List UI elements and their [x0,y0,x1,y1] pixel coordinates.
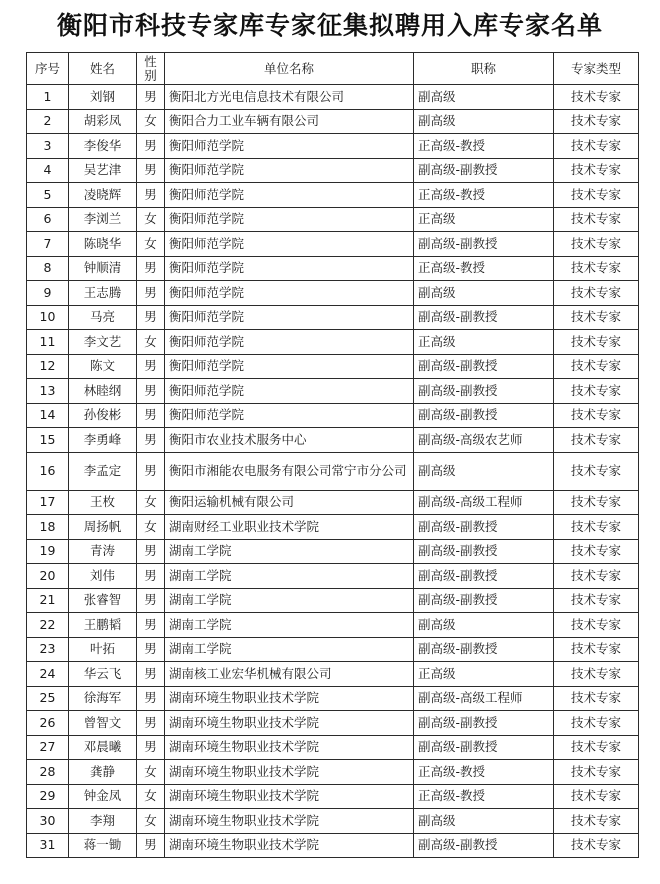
cell-type: 技术专家 [554,809,639,834]
cell-org: 衡阳北方光电信息技术有限公司 [165,85,414,110]
cell-rank: 正高级-教授 [414,760,554,785]
cell-name: 钟金凤 [69,784,137,809]
header-org: 单位名称 [165,53,414,85]
cell-type: 技术专家 [554,686,639,711]
cell-rank: 副高级-副教授 [414,158,554,183]
cell-gender: 女 [137,109,165,134]
cell-index: 12 [27,354,69,379]
cell-type: 技术专家 [554,109,639,134]
cell-name: 林睦纲 [69,379,137,404]
cell-org: 衡阳师范学院 [165,330,414,355]
cell-type: 技术专家 [554,354,639,379]
cell-rank: 副高级 [414,109,554,134]
cell-rank: 正高级-教授 [414,256,554,281]
cell-index: 5 [27,183,69,208]
cell-name: 李翔 [69,809,137,834]
table-row [27,711,639,736]
header-name: 姓名 [69,53,137,85]
cell-type: 技术专家 [554,158,639,183]
cell-rank: 正高级 [414,207,554,232]
cell-name: 龚静 [69,760,137,785]
cell-rank: 副高级-副教授 [414,354,554,379]
cell-org: 湖南环境生物职业技术学院 [165,735,414,760]
table-header-row [27,53,639,85]
cell-index: 30 [27,809,69,834]
cell-index: 31 [27,833,69,858]
cell-type: 技术专家 [554,232,639,257]
cell-index: 17 [27,490,69,515]
cell-name: 蒋一锄 [69,833,137,858]
cell-gender: 女 [137,232,165,257]
cell-index: 16 [27,452,69,490]
cell-rank: 副高级-副教授 [414,735,554,760]
cell-org: 衡阳师范学院 [165,207,414,232]
cell-gender: 男 [137,379,165,404]
cell-gender: 男 [137,85,165,110]
cell-type: 技术专家 [554,711,639,736]
cell-name: 马亮 [69,305,137,330]
cell-gender: 男 [137,735,165,760]
cell-rank: 副高级 [414,452,554,490]
table-row [27,515,639,540]
cell-gender: 男 [137,539,165,564]
table-row [27,330,639,355]
cell-rank: 副高级-副教授 [414,833,554,858]
cell-name: 李俊华 [69,134,137,159]
cell-rank: 副高级-副教授 [414,232,554,257]
cell-index: 13 [27,379,69,404]
cell-rank: 副高级-高级农艺师 [414,428,554,453]
page-title: 衡阳市科技专家库专家征集拟聘用入库专家名单 [56,11,603,40]
cell-index: 7 [27,232,69,257]
table-row [27,158,639,183]
cell-org: 衡阳师范学院 [165,256,414,281]
cell-type: 技术专家 [554,490,639,515]
cell-gender: 男 [137,564,165,589]
table-row [27,613,639,638]
table-row [27,637,639,662]
cell-index: 20 [27,564,69,589]
cell-name: 李勇峰 [69,428,137,453]
cell-index: 22 [27,613,69,638]
cell-rank: 副高级 [414,613,554,638]
cell-rank: 副高级-副教授 [414,711,554,736]
cell-type: 技术专家 [554,403,639,428]
cell-index: 25 [27,686,69,711]
cell-rank: 副高级-副教授 [414,564,554,589]
cell-org: 衡阳师范学院 [165,305,414,330]
cell-type: 技术专家 [554,281,639,306]
cell-rank: 正高级 [414,330,554,355]
cell-type: 技术专家 [554,183,639,208]
cell-gender: 男 [137,354,165,379]
cell-gender: 男 [137,613,165,638]
table-row [27,256,639,281]
cell-org: 湖南工学院 [165,539,414,564]
cell-gender: 女 [137,330,165,355]
cell-name: 张睿智 [69,588,137,613]
cell-type: 技术专家 [554,613,639,638]
cell-name: 华云飞 [69,662,137,687]
cell-name: 叶拓 [69,637,137,662]
cell-type: 技术专家 [554,428,639,453]
cell-org: 衡阳师范学院 [165,403,414,428]
cell-type: 技术专家 [554,662,639,687]
table-row [27,490,639,515]
cell-name: 钟顺清 [69,256,137,281]
cell-index: 6 [27,207,69,232]
cell-name: 王枚 [69,490,137,515]
cell-type: 技术专家 [554,256,639,281]
cell-org: 湖南财经工业职业技术学院 [165,515,414,540]
cell-index: 4 [27,158,69,183]
cell-rank: 副高级-副教授 [414,539,554,564]
table-row [27,403,639,428]
header-index: 序号 [27,53,69,85]
cell-org: 衡阳师范学院 [165,134,414,159]
cell-org: 湖南环境生物职业技术学院 [165,760,414,785]
cell-org: 湖南环境生物职业技术学院 [165,711,414,736]
cell-type: 技术专家 [554,379,639,404]
cell-org: 衡阳市农业技术服务中心 [165,428,414,453]
cell-index: 11 [27,330,69,355]
cell-index: 14 [27,403,69,428]
table-row [27,760,639,785]
cell-name: 凌晓辉 [69,183,137,208]
table-row [27,232,639,257]
cell-rank: 副高级 [414,809,554,834]
cell-index: 29 [27,784,69,809]
table-row [27,784,639,809]
table-row [27,809,639,834]
cell-name: 孙俊彬 [69,403,137,428]
cell-gender: 女 [137,207,165,232]
table-row [27,207,639,232]
cell-gender: 男 [137,452,165,490]
cell-type: 技术专家 [554,515,639,540]
cell-type: 技术专家 [554,564,639,589]
cell-rank: 副高级-副教授 [414,403,554,428]
cell-org: 湖南工学院 [165,588,414,613]
table-row [27,735,639,760]
cell-gender: 男 [137,711,165,736]
cell-type: 技术专家 [554,539,639,564]
cell-rank: 正高级-教授 [414,183,554,208]
cell-org: 衡阳师范学院 [165,281,414,306]
cell-type: 技术专家 [554,637,639,662]
cell-name: 邓晨曦 [69,735,137,760]
table-row [27,379,639,404]
cell-org: 衡阳师范学院 [165,232,414,257]
cell-type: 技术专家 [554,735,639,760]
cell-index: 27 [27,735,69,760]
cell-org: 湖南工学院 [165,564,414,589]
cell-type: 技术专家 [554,452,639,490]
cell-org: 湖南环境生物职业技术学院 [165,784,414,809]
cell-type: 技术专家 [554,760,639,785]
cell-index: 19 [27,539,69,564]
table-row [27,281,639,306]
cell-gender: 男 [137,134,165,159]
cell-name: 徐海军 [69,686,137,711]
cell-index: 1 [27,85,69,110]
cell-type: 技术专家 [554,784,639,809]
cell-name: 胡彩凤 [69,109,137,134]
table-row [27,109,639,134]
cell-gender: 男 [137,158,165,183]
cell-name: 李孟定 [69,452,137,490]
cell-gender: 男 [137,403,165,428]
cell-type: 技术专家 [554,833,639,858]
table-row [27,539,639,564]
cell-index: 10 [27,305,69,330]
header-type: 专家类型 [554,53,639,85]
cell-name: 陈文 [69,354,137,379]
cell-index: 26 [27,711,69,736]
cell-gender: 男 [137,183,165,208]
table-body [27,85,639,858]
table-row [27,305,639,330]
cell-rank: 副高级 [414,85,554,110]
table-row [27,134,639,159]
cell-org: 衡阳师范学院 [165,183,414,208]
table-row [27,662,639,687]
cell-index: 23 [27,637,69,662]
cell-name: 李文艺 [69,330,137,355]
cell-index: 8 [27,256,69,281]
cell-index: 15 [27,428,69,453]
table-row [27,564,639,589]
cell-org: 衡阳师范学院 [165,354,414,379]
cell-org: 衡阳师范学院 [165,158,414,183]
table-row [27,833,639,858]
cell-name: 青涛 [69,539,137,564]
cell-org: 湖南环境生物职业技术学院 [165,833,414,858]
cell-rank: 副高级-高级工程师 [414,490,554,515]
cell-org: 衡阳运输机械有限公司 [165,490,414,515]
cell-type: 技术专家 [554,588,639,613]
cell-index: 18 [27,515,69,540]
table-row [27,354,639,379]
cell-index: 21 [27,588,69,613]
cell-gender: 女 [137,490,165,515]
cell-rank: 正高级-教授 [414,134,554,159]
cell-gender: 男 [137,281,165,306]
cell-gender: 男 [137,588,165,613]
cell-org: 湖南核工业宏华机械有限公司 [165,662,414,687]
table-row [27,428,639,453]
cell-rank: 副高级-副教授 [414,379,554,404]
cell-org: 衡阳市湘能农电服务有限公司常宁市分公司 [165,452,414,490]
cell-gender: 女 [137,784,165,809]
cell-index: 9 [27,281,69,306]
cell-rank: 正高级-教授 [414,784,554,809]
cell-index: 3 [27,134,69,159]
cell-org: 湖南工学院 [165,613,414,638]
cell-gender: 男 [137,305,165,330]
cell-name: 曾智文 [69,711,137,736]
cell-gender: 女 [137,809,165,834]
cell-name: 陈晓华 [69,232,137,257]
cell-org: 湖南环境生物职业技术学院 [165,809,414,834]
cell-gender: 女 [137,515,165,540]
cell-gender: 男 [137,256,165,281]
cell-rank: 副高级-副教授 [414,588,554,613]
cell-rank: 副高级-副教授 [414,637,554,662]
cell-gender: 男 [137,428,165,453]
expert-table [26,52,639,858]
cell-name: 吴艺津 [69,158,137,183]
cell-type: 技术专家 [554,134,639,159]
cell-org: 衡阳师范学院 [165,379,414,404]
cell-name: 李浏兰 [69,207,137,232]
table-row [27,686,639,711]
table-row [27,588,639,613]
cell-rank: 副高级-副教授 [414,305,554,330]
cell-gender: 女 [137,760,165,785]
cell-org: 湖南工学院 [165,637,414,662]
cell-name: 刘伟 [69,564,137,589]
cell-gender: 男 [137,833,165,858]
cell-org: 湖南环境生物职业技术学院 [165,686,414,711]
cell-rank: 正高级 [414,662,554,687]
cell-index: 24 [27,662,69,687]
cell-type: 技术专家 [554,305,639,330]
cell-index: 2 [27,109,69,134]
cell-rank: 副高级-高级工程师 [414,686,554,711]
cell-type: 技术专家 [554,85,639,110]
cell-name: 王鹏韬 [69,613,137,638]
cell-gender: 男 [137,637,165,662]
table-row [27,452,639,490]
cell-name: 刘钢 [69,85,137,110]
table-row [27,85,639,110]
header-rank: 职称 [414,53,554,85]
cell-name: 周扬帆 [69,515,137,540]
cell-org: 衡阳合力工业车辆有限公司 [165,109,414,134]
cell-index: 28 [27,760,69,785]
cell-rank: 副高级-副教授 [414,515,554,540]
header-gender: 性别 [137,53,165,85]
cell-type: 技术专家 [554,330,639,355]
cell-name: 王志腾 [69,281,137,306]
table-row [27,183,639,208]
cell-gender: 男 [137,662,165,687]
cell-type: 技术专家 [554,207,639,232]
cell-rank: 副高级 [414,281,554,306]
cell-gender: 男 [137,686,165,711]
